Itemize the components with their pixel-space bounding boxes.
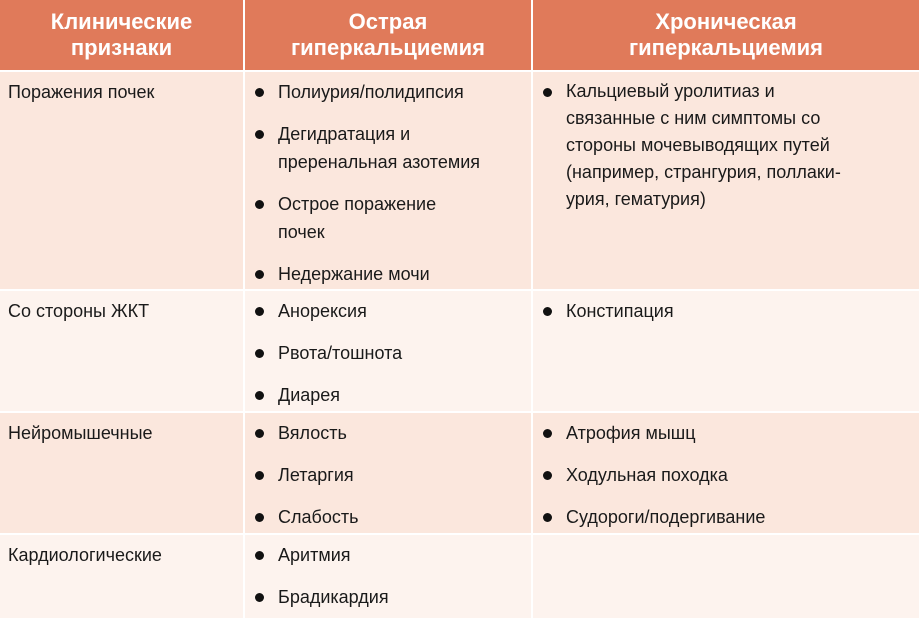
table-row <box>0 534 919 618</box>
bullet-icon <box>255 551 264 560</box>
header-text: Клинические <box>50 9 193 34</box>
chronic-cell <box>532 71 919 290</box>
list-item: Диарея <box>245 381 531 409</box>
header-text: гиперкальциемия <box>290 35 486 60</box>
list-item: Констипация <box>533 297 919 325</box>
acute-cell <box>244 412 532 534</box>
acute-cell <box>244 534 532 618</box>
chronic-cell <box>532 290 919 412</box>
acute-cell <box>244 290 532 412</box>
bullet-icon <box>255 349 264 358</box>
category-label: Кардиологические <box>8 545 162 565</box>
category-cell <box>0 412 244 534</box>
bullet-icon <box>255 307 264 316</box>
bullet-icon <box>255 88 264 97</box>
category-label: Нейромышечные <box>8 423 153 443</box>
header-text: Хроническая <box>655 9 797 34</box>
chronic-list <box>533 291 919 325</box>
list-item: Недержание мочи <box>245 260 531 288</box>
category-label: Поражения почек <box>8 82 155 102</box>
bullet-icon <box>543 88 552 97</box>
bullet-icon <box>255 270 264 279</box>
list-item: Кальциевый уролитиаз и связанные с ним симптомы со стороны мочевыводящих путей (например, странгурия, поллаки- урия, гематурия) <box>533 78 919 213</box>
chronic-cell <box>532 412 919 534</box>
header-text: Острая <box>348 9 428 34</box>
header-acute <box>244 0 532 71</box>
bullet-icon <box>255 200 264 209</box>
header-text: гиперкальциемия <box>628 35 824 60</box>
list-item: Слабость <box>245 503 531 531</box>
list-item: Острое поражение почек <box>245 190 531 246</box>
acute-list <box>245 72 531 288</box>
header-clinical-signs <box>0 0 244 71</box>
category-cell <box>0 290 244 412</box>
list-item: Вялость <box>245 419 531 447</box>
bullet-icon <box>543 307 552 316</box>
bullet-icon <box>255 513 264 522</box>
bullet-icon <box>543 429 552 438</box>
list-item: Судороги/подергивание <box>533 503 919 531</box>
list-item: Дегидратация и преренальная азотемия <box>245 120 531 176</box>
bullet-icon <box>255 471 264 480</box>
list-item: Рвота/тошнота <box>245 339 531 367</box>
header-row <box>0 0 919 71</box>
list-item: Атрофия мышц <box>533 419 919 447</box>
list-item: Анорексия <box>245 297 531 325</box>
chronic-list <box>533 72 919 213</box>
bullet-icon <box>543 513 552 522</box>
chronic-list <box>533 413 919 531</box>
bullet-icon <box>543 471 552 480</box>
acute-cell <box>244 71 532 290</box>
list-item: Аритмия <box>245 541 531 569</box>
header-text: признаки <box>70 35 173 60</box>
list-item: Брадикардия <box>245 583 531 611</box>
acute-list <box>245 413 531 531</box>
bullet-icon <box>255 429 264 438</box>
category-cell <box>0 71 244 290</box>
table-row <box>0 290 919 412</box>
acute-list <box>245 535 531 611</box>
list-item: Летаргия <box>245 461 531 489</box>
table-row <box>0 71 919 290</box>
bullet-icon <box>255 130 264 139</box>
list-item: Ходульная походка <box>533 461 919 489</box>
chronic-cell-empty <box>532 534 919 618</box>
bullet-icon <box>255 391 264 400</box>
list-item: Полиурия/полидипсия <box>245 78 531 106</box>
bullet-icon <box>255 593 264 602</box>
category-label: Со стороны ЖКТ <box>8 301 150 321</box>
category-cell <box>0 534 244 618</box>
header-chronic <box>532 0 919 71</box>
table-row <box>0 412 919 534</box>
acute-list <box>245 291 531 409</box>
